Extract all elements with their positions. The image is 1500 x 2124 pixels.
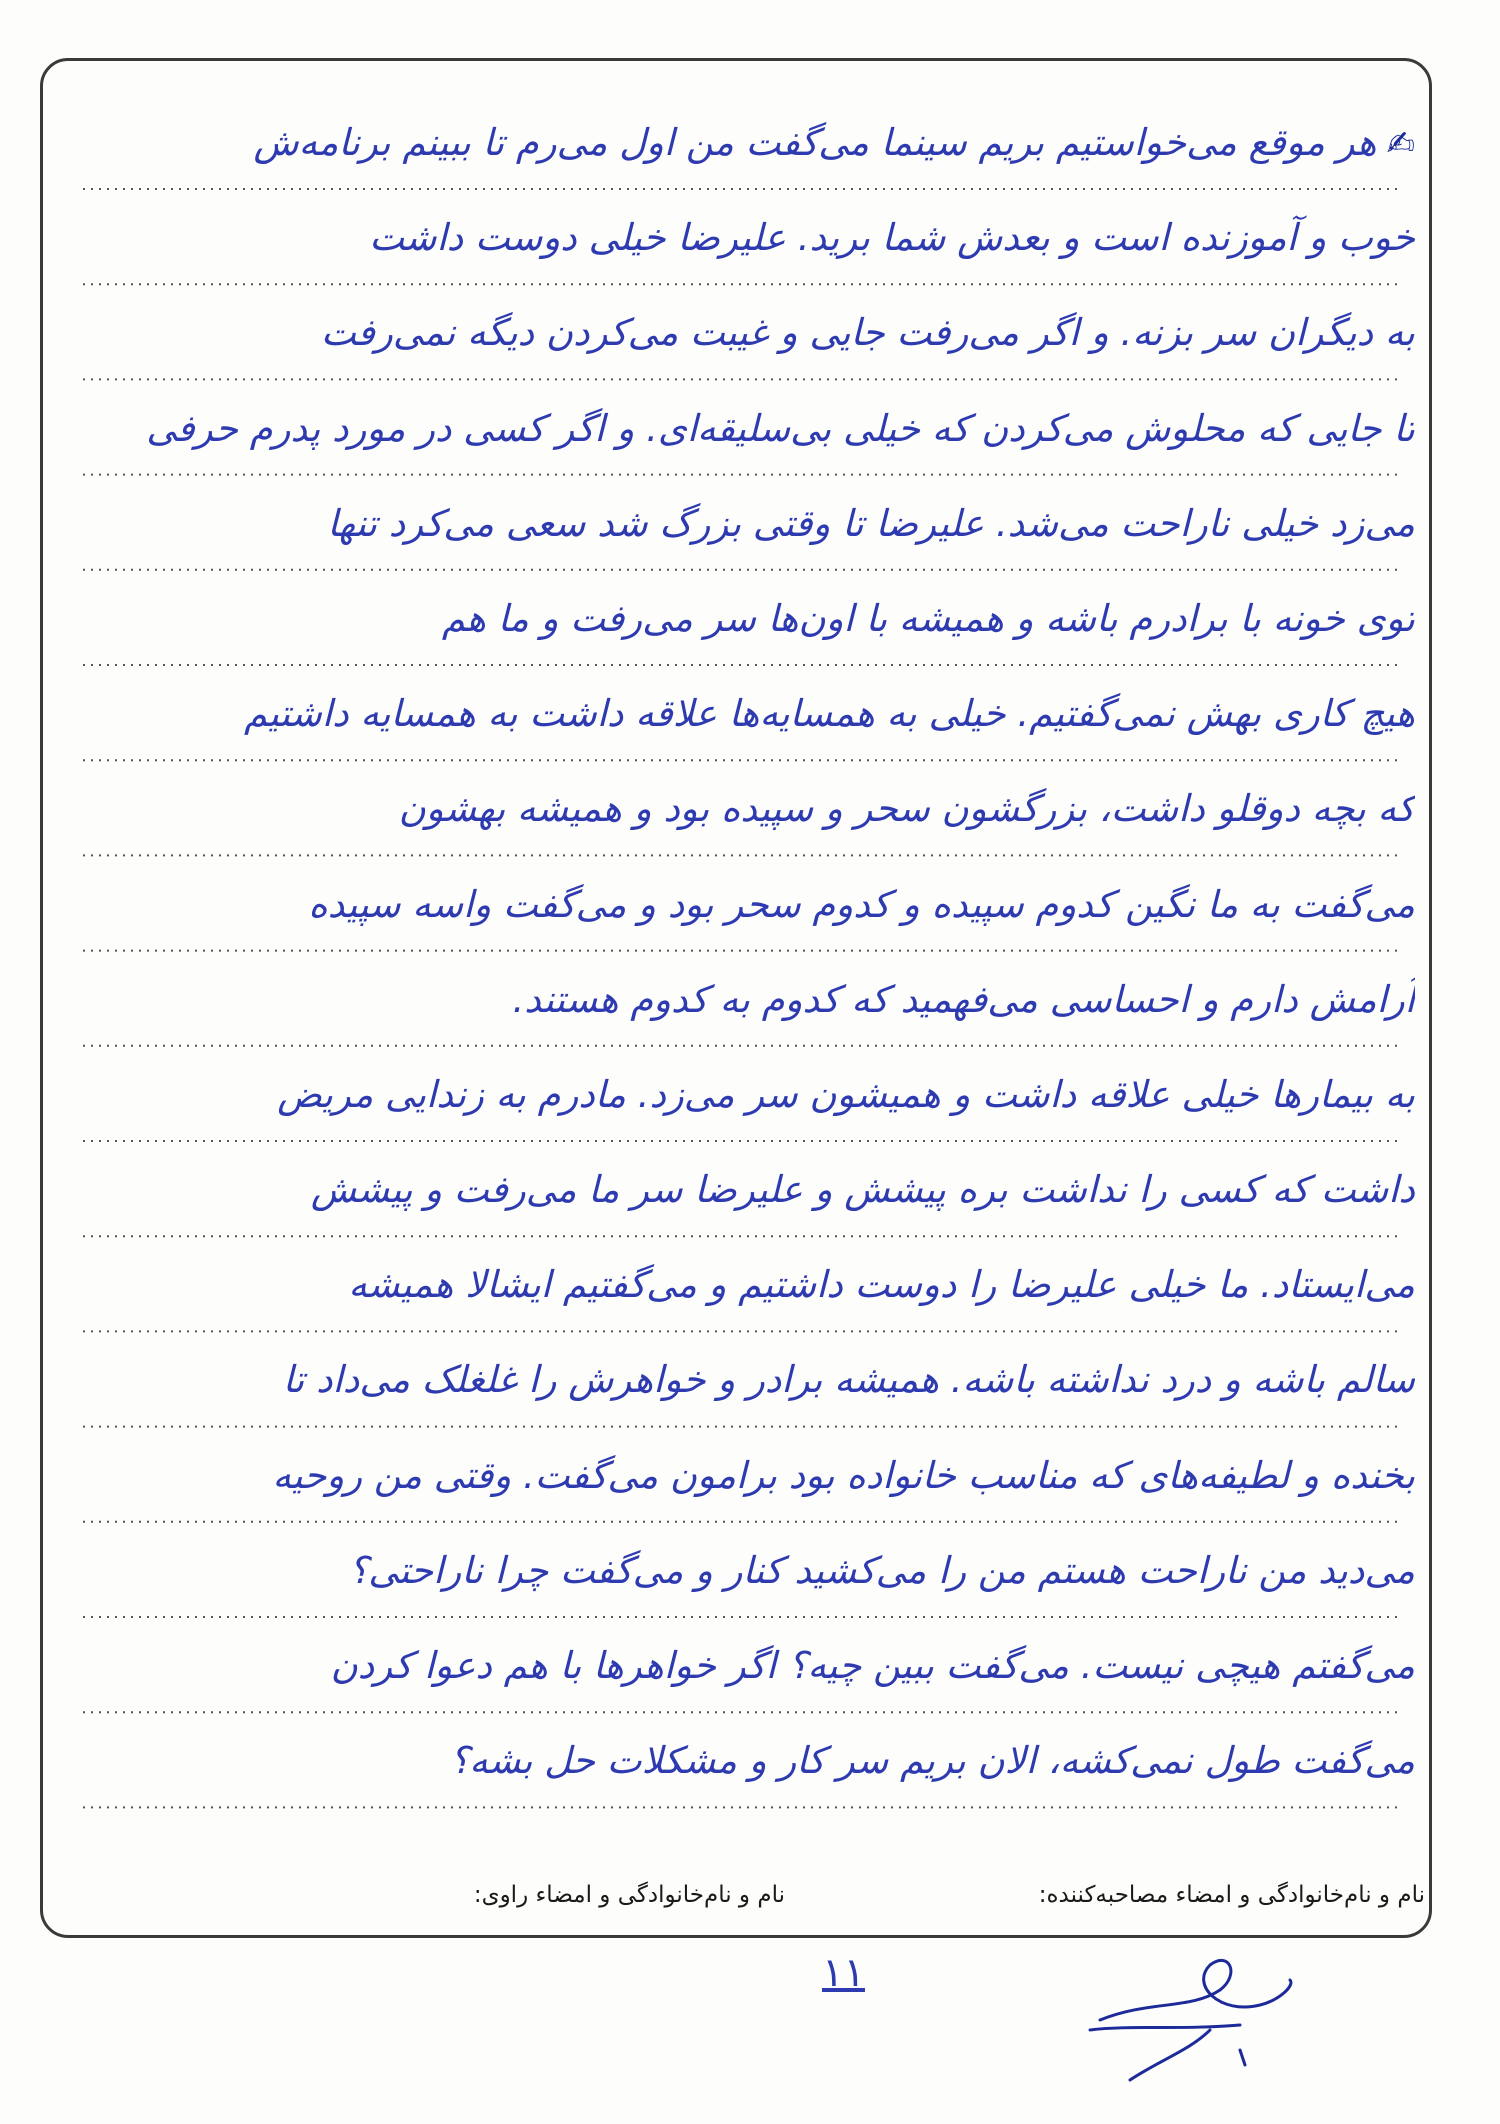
handwritten-line-13: می‌ایستاد. ما خیلی علیرضا را دوست داشتیم و می‌گفتیم ایشالا همیشه bbox=[348, 1263, 1415, 1307]
page-number: ۱۱ bbox=[822, 1950, 865, 1996]
handwritten-line-2: خوب و آموزنده است و بعدش شما برید. علیرضا خیلی دوست داشت bbox=[369, 216, 1415, 260]
handwritten-line-3: به دیگران سر بزنه. و اگر می‌رفت جایی و غیبت می‌کردن دیگه نمی‌رفت bbox=[320, 311, 1415, 355]
handwritten-line-7: هیچ کاری بهش نمی‌گفتیم. خیلی به همسایه‌ها علاقه داشت به همسایه داشتیم bbox=[243, 692, 1415, 736]
handwritten-line-11: به بیمارها خیلی علاقه داشت و همیشون سر می‌زد. مادرم به زندایی مریض bbox=[277, 1072, 1415, 1116]
handwritten-line-17: می‌گفتم هیچی نیست. می‌گفت ببین چیه؟ اگر خواهرها با هم دعوا کردن bbox=[330, 1644, 1415, 1687]
handwritten-line-14: سالم باشه و درد نداشته باشه. همیشه برادر و خواهرش را غلغلک می‌داد تا bbox=[282, 1358, 1415, 1402]
interviewer-signature-label: نام و نام‌خانوادگی و امضاء مصاحبه‌کننده: bbox=[1038, 1882, 1425, 1908]
handwritten-signature bbox=[1070, 1930, 1310, 2090]
narrator-signature-label: نام و نام‌خانوادگی و امضاء راوی: bbox=[473, 1882, 785, 1908]
handwritten-line-18: می‌گفت طول نمی‌کشه، الان بریم سر کار و مشکلات حل بشه؟ bbox=[449, 1739, 1415, 1783]
handwritten-line-16: می‌دید من ناراحت هستم من را می‌کشید کنار و می‌گفت چرا ناراحتی؟ bbox=[348, 1548, 1415, 1592]
writing-hand-icon: ✍ bbox=[1386, 124, 1415, 164]
handwritten-line-15: بخنده و لطیفه‌های که مناسب خانواده بود برامون می‌گفت. وقتی من روحیه bbox=[272, 1453, 1415, 1497]
handwritten-line-1: ✍هر موقع می‌خواستیم بریم سینما می‌گفت من اول می‌رم تا ببینم برنامه‌ش bbox=[70, 95, 1415, 190]
handwritten-line-12: داشت که کسی را نداشت بره پیشش و علیرضا سر ما می‌رفت و پیشش bbox=[310, 1168, 1415, 1212]
handwritten-line-6: توی خونه با برادرم باشه و همیشه با اون‌ها سر می‌رفت و ما هم bbox=[441, 596, 1415, 640]
handwritten-line-5: می‌زد خیلی ناراحت می‌شد. علیرضا تا وقتی بزرگ شد سعی می‌کرد تنها bbox=[327, 501, 1415, 545]
handwritten-line-10: آرامش دارم و احساسی می‌فهمید که کدوم به کدوم هستند. bbox=[512, 977, 1415, 1021]
handwritten-line-9: می‌گفت به ما نگین کدوم سپیده و کدوم سحر بود و می‌گفت واسه سپیده bbox=[308, 882, 1415, 926]
handwritten-line-8: که بچه دوقلو داشت، بزرگشون سحر و سپیده بود و همیشه بهشون bbox=[398, 787, 1415, 831]
handwritten-line-4: تا جایی که محلوش می‌کردن که خیلی بی‌سلیقه‌ای. و اگر کسی در مورد پدرم حرفی bbox=[146, 406, 1415, 450]
handwritten-body bbox=[70, 95, 1415, 1808]
